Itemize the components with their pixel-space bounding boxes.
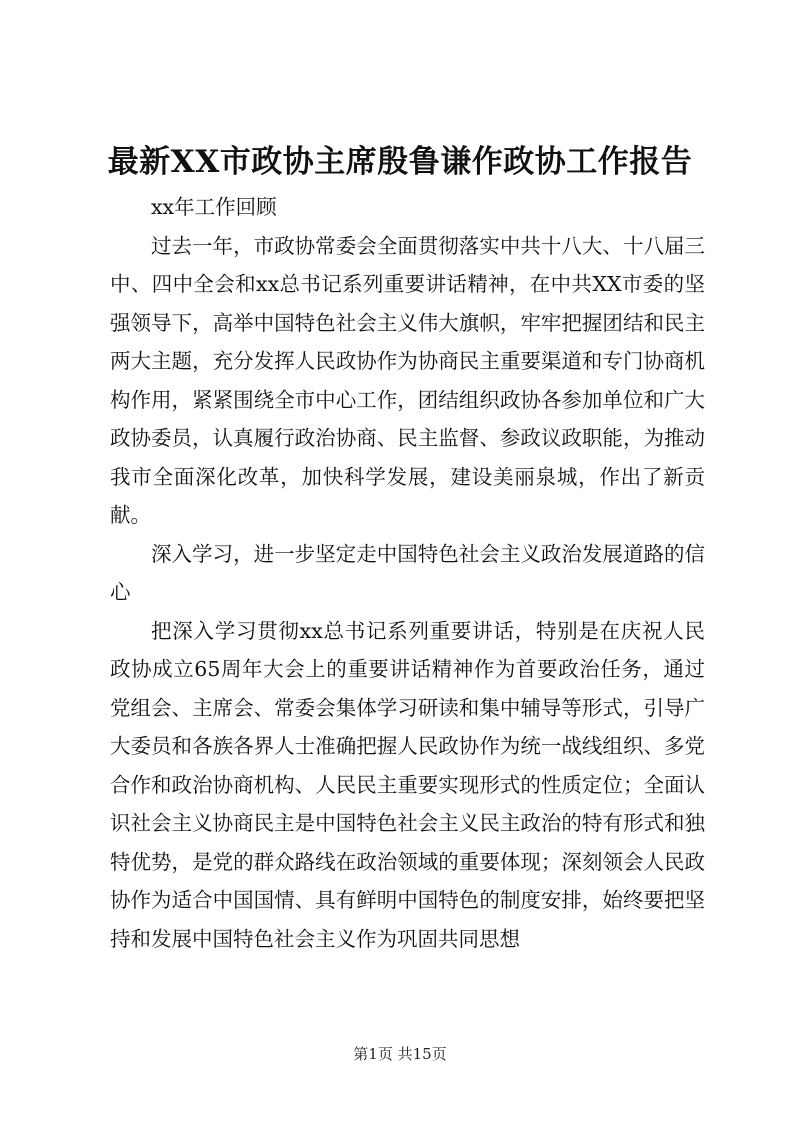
document-title: 最新XX市政协主席殷鲁谦作政协工作报告 [107, 144, 693, 180]
paragraph-overview: 过去一年，市政协常委会全面贯彻落实中共十八大、十八届三中、四中全会和xx总书记系列重要讲话精神，在中共XX市委的坚强领导下，高举中国特色社会主义伟大旗帜，牢牢把握团结和民主两大主题，充分发挥人民政协作为协商民主重要渠道和专门协商机构作用，紧紧围绕全市中心工作，团结组织政协各参加单位和广大政协委员，认真履行政治协商、民主监督、参政议政职能，为推动我市全面深化改革，加快科学发展，建设美丽泉城，作出了新贡献。 [110, 233, 705, 527]
document-body [110, 188, 705, 958]
paragraph-section-heading-study: 深入学习，进一步坚定走中国特色社会主义政治发展道路的信心 [110, 541, 705, 604]
page-footer: 第1页 共15页 [353, 1045, 447, 1063]
paragraph-section-heading-review: xx年工作回顾 [151, 195, 277, 219]
paragraph-study-detail: 把深入学习贯彻xx总书记系列重要讲话，特别是在庆祝人民政协成立65周年大会上的重要讲话精神作为首要政治任务，通过党组会、主席会、常委会集体学习研读和集中辅导等形式，引导广大委员和各族各界人士准确把握人民政协作为统一战线组织、多党合作和政治协商机构、人民民主重要实现形式的性质定位；全面认识社会主义协商民主是中国特色社会主义民主政治的特有形式和独特优势，是党的群众路线在政治领域的重要体现；深刻领会人民政协作为适合中国国情、具有鲜明中国特色的制度安排，始终要把坚持和发展中国特色社会主义作为巩固共同思想 [110, 618, 705, 951]
